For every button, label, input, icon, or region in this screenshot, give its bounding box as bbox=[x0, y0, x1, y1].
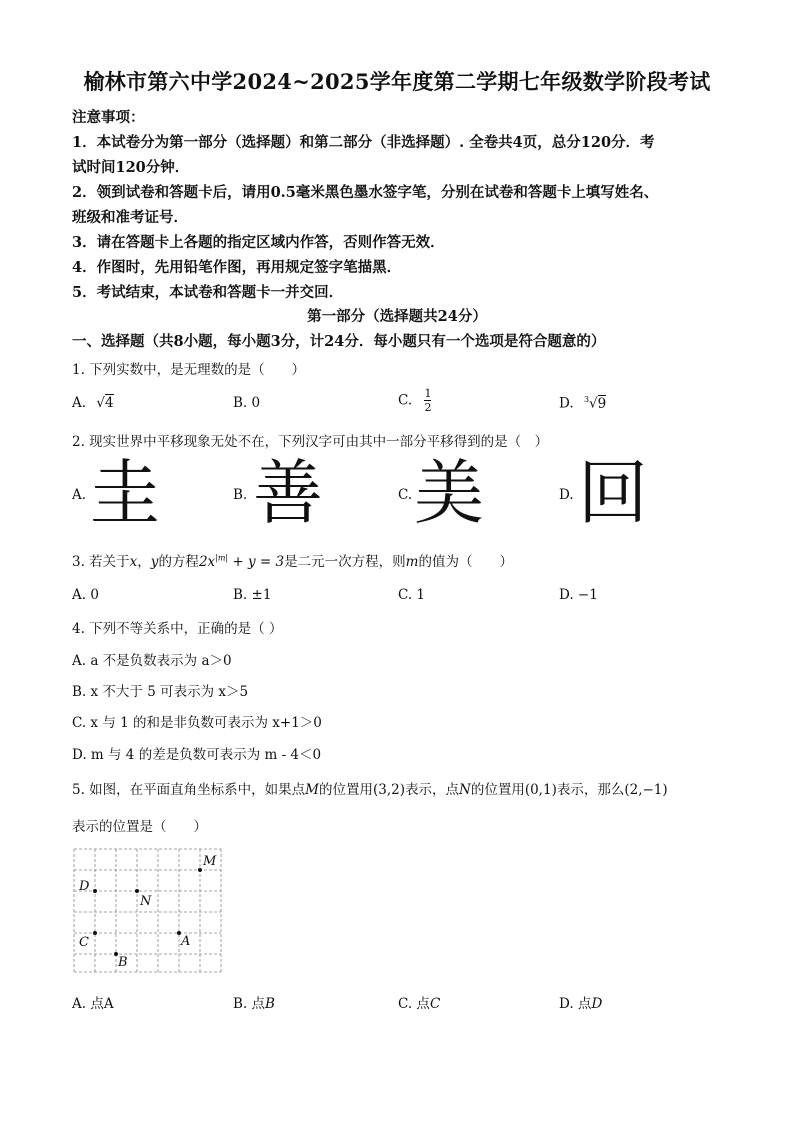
fraction bbox=[424, 388, 431, 413]
point-m-name: M bbox=[305, 782, 319, 798]
label-m: M bbox=[203, 854, 217, 869]
q5-option-c[interactable] bbox=[398, 992, 440, 1012]
q5-c-prefix: C. 点 bbox=[398, 996, 430, 1012]
var-m: m bbox=[405, 554, 419, 570]
q1-d-label: D. bbox=[559, 395, 574, 412]
q5-b-point: B bbox=[265, 996, 275, 1012]
q5-text-3: 表示，点 bbox=[405, 782, 460, 798]
q4-option-d[interactable]: D. m 与 4 的差是负数可表示为 m - 4＜0 bbox=[72, 747, 322, 763]
q2-option-c-char[interactable]: 美 bbox=[414, 452, 484, 534]
q3-text-1: 3. 若关于 bbox=[72, 554, 130, 570]
point-c bbox=[93, 931, 97, 935]
radical-sign: √ bbox=[96, 395, 105, 411]
notice-line-7: 5．考试结束，本试卷和答题卡一并交回． bbox=[72, 284, 344, 301]
notice-line-1: 1．本试卷分为第一部分（选择题）和第二部分（非选择题）. 全卷共4页，总分120分．考 bbox=[72, 134, 655, 151]
q5-option-a[interactable]: A. 点A bbox=[72, 996, 114, 1012]
q4-stem: 4. 下列不等关系中，正确的是（ ） bbox=[72, 621, 283, 637]
q1-a-label: A. bbox=[72, 395, 87, 411]
notice-heading: 注意事项： bbox=[72, 109, 145, 126]
cube-root-index: 3 bbox=[583, 395, 590, 404]
q1-option-b[interactable]: B. 0 bbox=[233, 395, 261, 411]
point-d bbox=[93, 889, 97, 893]
q5-option-b[interactable] bbox=[233, 992, 275, 1012]
radical-sign: √ bbox=[589, 395, 598, 412]
q3-sep: ， bbox=[137, 554, 151, 570]
q2-option-c-label[interactable]: C. bbox=[398, 487, 413, 503]
q5-text-5: 表示，那么 bbox=[556, 782, 625, 798]
label-a: A bbox=[181, 934, 191, 949]
q2-option-d-label[interactable]: D. bbox=[559, 487, 574, 503]
coordinate-grid-figure bbox=[70, 845, 230, 975]
q1-stem: 1. 下列实数中，是无理数的是（ ） bbox=[72, 362, 306, 378]
q5-text-2: 的位置用 bbox=[319, 782, 373, 798]
notice-line-6: 4．作图时，先用铅笔作图，再用规定签字笔描黑． bbox=[72, 259, 402, 276]
part1-heading: 第一部分（选择题共24分） bbox=[307, 308, 487, 325]
point-m bbox=[198, 868, 202, 872]
q2-option-b-label[interactable]: B. bbox=[233, 487, 248, 503]
q3-text-3: 是二元一次方程，则 bbox=[284, 554, 406, 570]
q1-option-a[interactable] bbox=[72, 395, 114, 411]
eq-rest: + y = 3 bbox=[228, 554, 285, 570]
q3-option-b[interactable]: B. ±1 bbox=[233, 587, 272, 603]
notice-line-4: 班级和准考证号． bbox=[72, 209, 188, 226]
point-n-name: N bbox=[459, 782, 471, 798]
q4-option-a[interactable]: A. a 不是负数表示为 a＞0 bbox=[72, 653, 232, 669]
q2-option-d-char[interactable]: 回 bbox=[578, 452, 648, 534]
q3-option-d[interactable]: D. −1 bbox=[559, 587, 598, 603]
n-coord: (0,1) bbox=[524, 782, 557, 798]
fraction-numerator: 1 bbox=[424, 387, 432, 400]
q5-option-d[interactable] bbox=[559, 992, 602, 1012]
eq-2x: 2x bbox=[198, 554, 216, 570]
q1-option-d[interactable] bbox=[559, 395, 606, 412]
var-x: x bbox=[129, 554, 138, 570]
q4-option-b[interactable]: B. x 不大于 5 可表示为 x＞5 bbox=[72, 684, 249, 700]
q5-d-prefix: D. 点 bbox=[559, 996, 592, 1012]
q2-stem: 2. 现实世界中平移现象无处不在，下列汉字可由其中一部分平移得到的是（ ） bbox=[72, 434, 549, 450]
target-coord: (2,−1) bbox=[624, 782, 668, 798]
m-coord: (3,2) bbox=[373, 782, 406, 798]
section-heading: 一、选择题（共8小题，每小题3分，计24分．每小题只有一个选项是符合题意的） bbox=[72, 333, 606, 350]
q5-stem bbox=[72, 778, 668, 798]
q3-option-c[interactable]: C. 1 bbox=[398, 587, 426, 603]
q5-b-prefix: B. 点 bbox=[233, 996, 266, 1012]
q5-c-point: C bbox=[429, 996, 441, 1012]
q2-option-a-label[interactable]: A. bbox=[72, 487, 87, 503]
q5-d-point: D bbox=[591, 996, 603, 1012]
exam-title: 榆林市第六中学2024~2025学年度第二学期七年级数学阶段考试 bbox=[83, 69, 711, 94]
q3-text-2: 的方程 bbox=[158, 554, 199, 570]
q2-option-a-char[interactable]: 圭 bbox=[90, 452, 160, 534]
q3-option-a[interactable]: A. 0 bbox=[72, 587, 99, 603]
q5-stem-line2: 表示的位置是（ ） bbox=[72, 819, 207, 835]
label-n: N bbox=[140, 894, 152, 909]
eq-exponent: |m| bbox=[215, 553, 229, 563]
label-c: C bbox=[79, 935, 89, 950]
grid-lines bbox=[74, 849, 221, 972]
var-y: y bbox=[150, 554, 159, 570]
q1-a-value: 4 bbox=[104, 395, 114, 411]
notice-line-2: 试时间120分钟． bbox=[72, 159, 190, 176]
q5-text-1: 5. 如图，在平面直角坐标系中，如果点 bbox=[72, 782, 306, 798]
q3-text-4: 的值为（ ） bbox=[418, 554, 513, 570]
q1-d-value: 9 bbox=[597, 395, 607, 412]
q1-c-label: C. bbox=[398, 392, 413, 409]
q3-stem bbox=[72, 550, 513, 570]
q4-option-c[interactable]: C. x 与 1 的和是非负数可表示为 x+1＞0 bbox=[72, 715, 322, 731]
q1-option-c[interactable] bbox=[398, 388, 431, 413]
notice-line-5: 3．请在答题卡上各题的指定区域内作答，否则作答无效． bbox=[72, 234, 445, 251]
notice-line-3: 2．领到试卷和答题卡后，请用0.5毫米黑色墨水签字笔，分别在试卷和答题卡上填写姓名、 bbox=[72, 184, 659, 201]
q2-option-b-char[interactable]: 善 bbox=[253, 452, 323, 534]
label-b: B bbox=[118, 955, 128, 970]
q5-text-4: 的位置用 bbox=[470, 782, 525, 798]
fraction-denominator: 2 bbox=[424, 401, 432, 414]
point-n bbox=[135, 889, 139, 893]
label-d: D bbox=[79, 879, 90, 894]
